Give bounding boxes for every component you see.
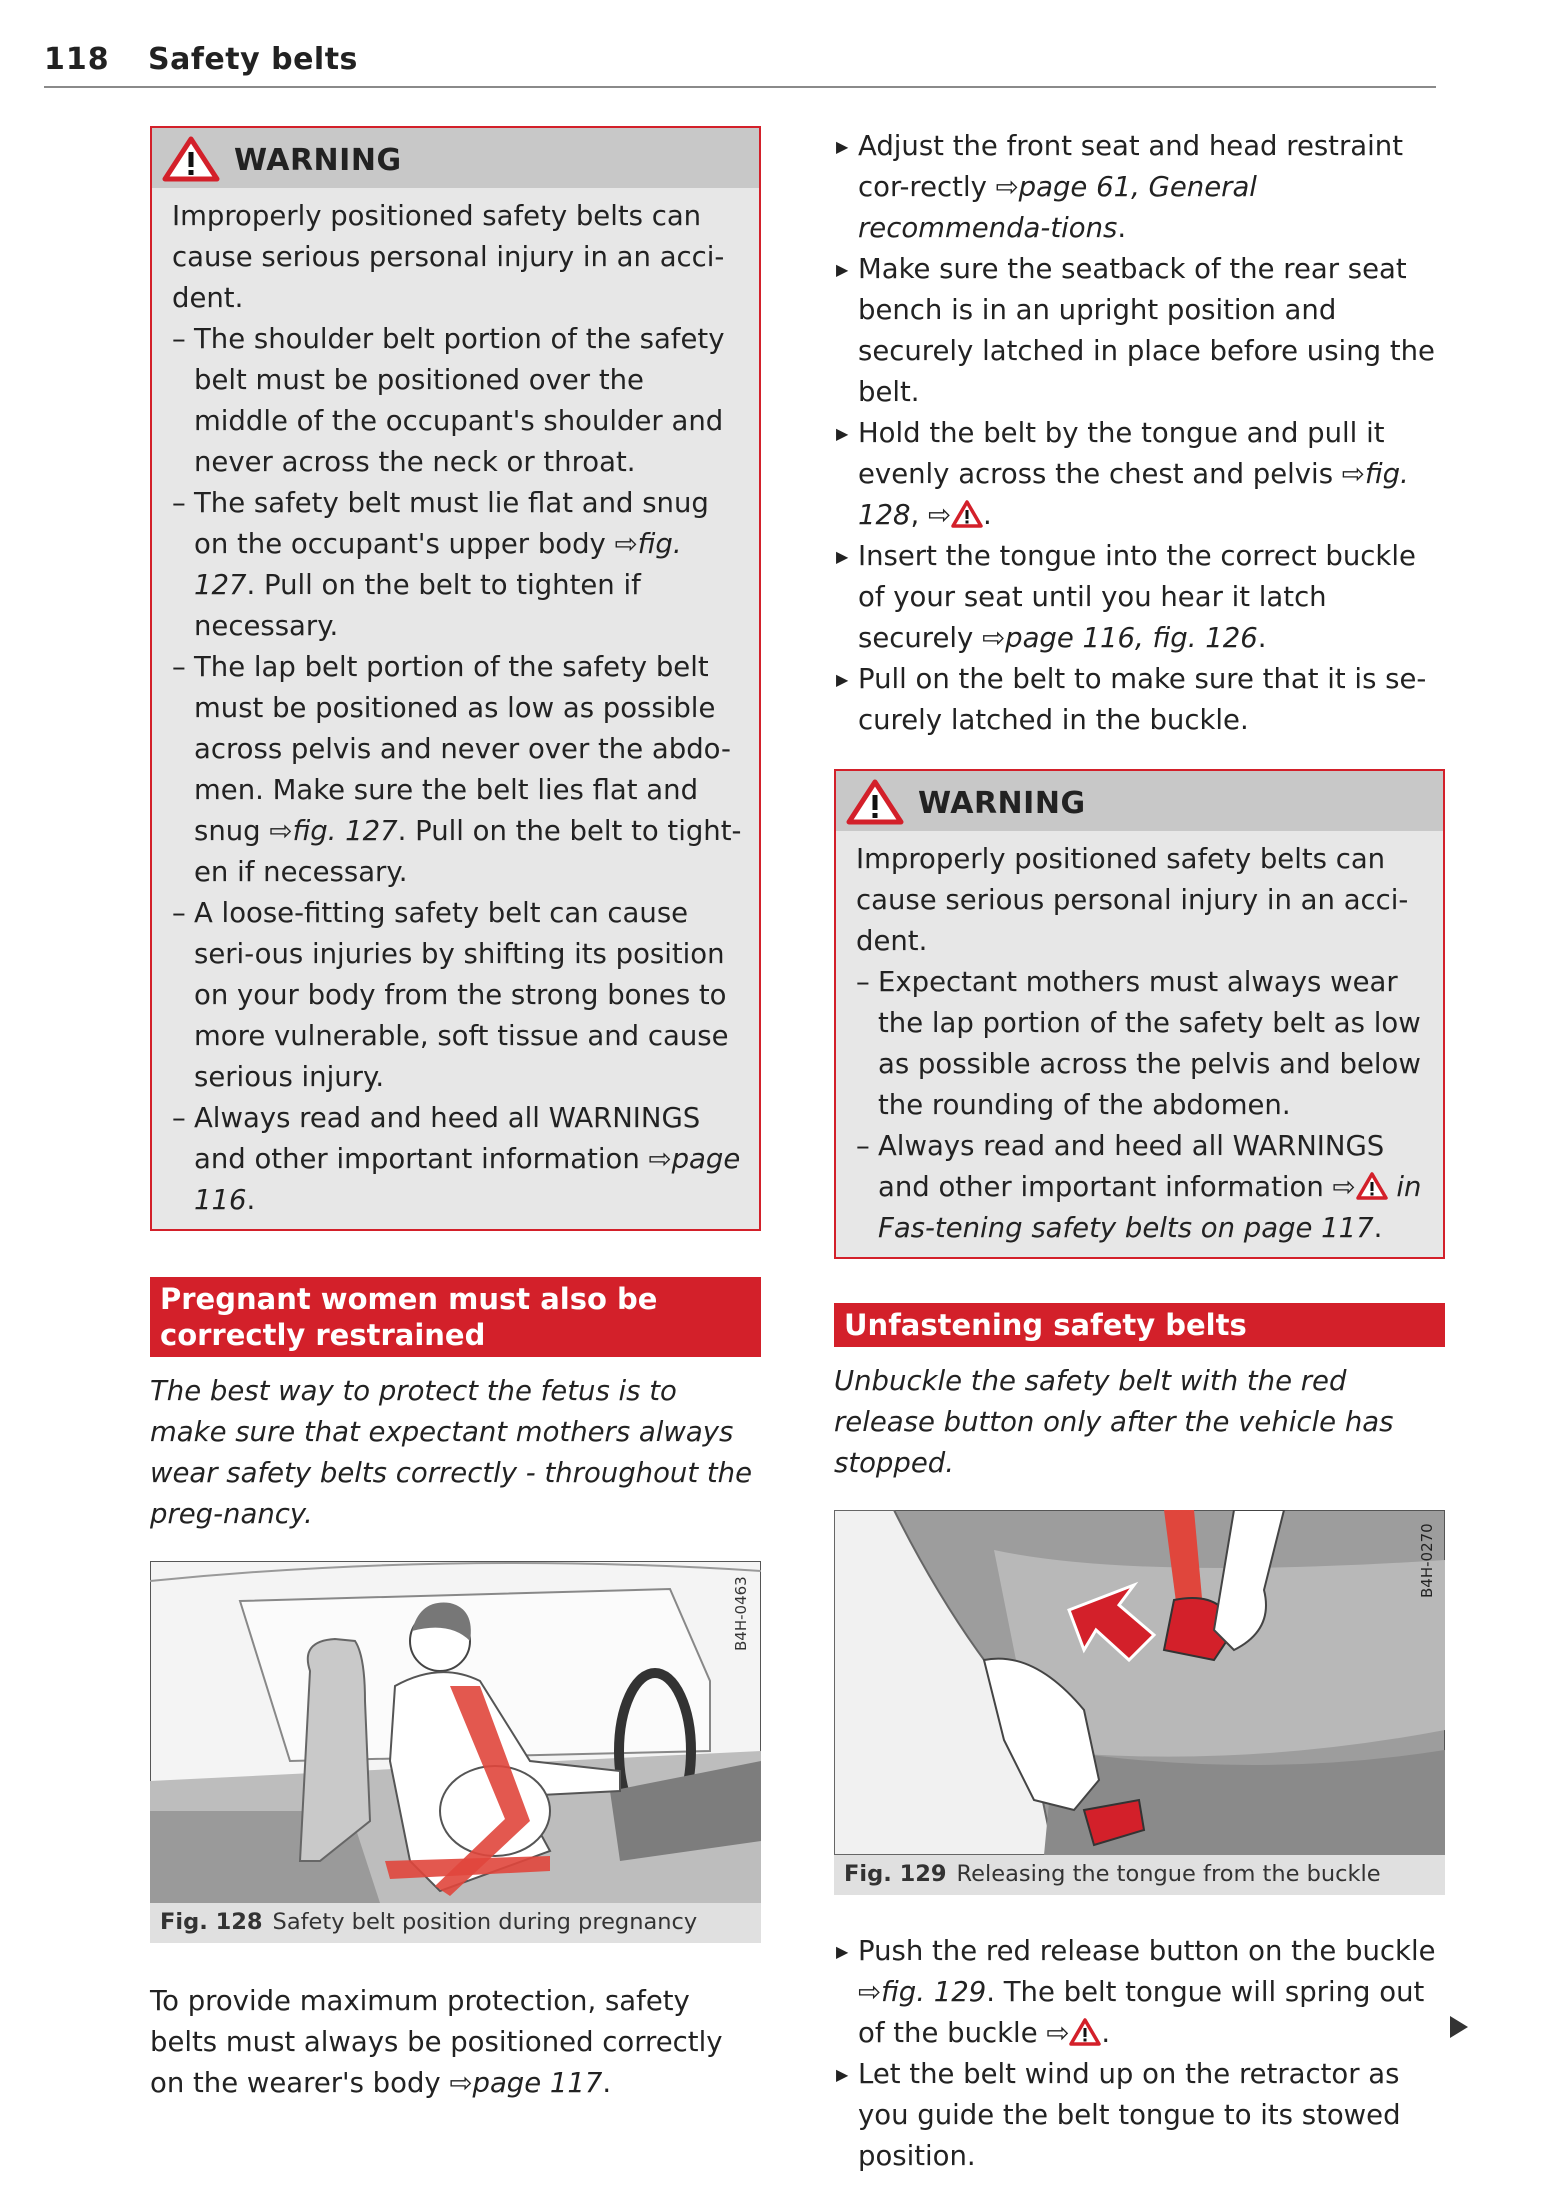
step-text: Hold the belt by the tongue and pull it evenly across the chest and pelvis [858,417,1385,490]
cross-reference[interactable]: fig. 127 [194,528,682,601]
step-item [834,126,1445,249]
figure-caption-text: Safety belt position during pregnancy [272,1909,698,1935]
warning-triangle-icon[interactable] [1356,1172,1388,1200]
warning-box [150,126,761,1231]
section-heading-unfastening: Unfastening safety belts [834,1303,1445,1347]
warning-title: WARNING [234,143,402,178]
body-text: To provide maximum protection, safety belts must always be positioned correctly on the wearer's body [150,1985,723,2099]
warning-header [836,771,1443,831]
ref-arrow: ⇨ [1332,1171,1356,1203]
step-text: . The belt tongue will spring out of the buckle ⇨ [858,1976,1425,2049]
steps-list-top [834,126,1445,741]
warning-item-text: Always read and heed all WARNINGS and other important information [878,1130,1385,1203]
warning-list [172,319,745,1221]
warning-body [152,188,759,1229]
page-title: Safety belts [148,42,358,77]
ref-arrow: ⇨ [449,2067,473,2099]
body-paragraph [150,1981,761,2104]
ref-arrow: ⇨ [982,622,1006,654]
warning-body [836,831,1443,1257]
warning-item: – The shoulder belt portion of the safety belt must be positioned over the middle of the occupant's shoulder and never across the neck or throat. [172,319,745,483]
step-text: Let the belt wind up on the retractor as you guide the belt tongue to its stowed position. [858,2058,1401,2172]
figure-128 [150,1561,761,1943]
cross-reference[interactable]: in Fas-tening safety belts on page 117 [878,1171,1422,1244]
warning-triangle-icon[interactable] [951,500,983,528]
step-item [834,2054,1445,2177]
step-text: Insert the tongue into the correct buckle of your seat until you hear it latch securely [858,540,1416,654]
left-column [150,126,761,2104]
figure-number: Fig. 128 [160,1909,263,1935]
step-text: Make sure the seatback of the rear seat bench is in an upright position and securely latched in place before using the belt. [858,253,1435,408]
warning-box [834,769,1445,1259]
warning-intro: Improperly positioned safety belts can cause serious personal injury in an acci-dent. [856,843,1409,957]
step-text: , ⇨ [910,499,952,531]
section-heading-pregnant: Pregnant women must also be correctly restrained [150,1277,761,1357]
step-text: Push the red release button on the buckle [858,1935,1436,1967]
ref-arrow: ⇨ [995,171,1019,203]
step-text: . [1117,212,1127,244]
warning-triangle-icon [162,136,220,182]
warning-item-text: . [246,1184,256,1216]
step-item [834,536,1445,659]
cross-reference[interactable]: fig. 127 [292,815,398,847]
cross-reference[interactable]: page 116 [194,1143,741,1216]
warning-list [856,962,1429,1249]
figure-code: B4H-0463 [732,1576,750,1651]
warning-item-text: . [1373,1212,1383,1244]
step-text: Pull on the belt to make sure that it is se-curely latched in the buckle. [858,663,1427,736]
body-text: . [602,2067,612,2099]
step-text: Adjust the front seat and head restraint cor-rectly [858,130,1403,203]
figure-code: B4H-0270 [1418,1523,1436,1598]
warning-triangle-icon[interactable] [1069,2018,1101,2046]
warning-item [172,1098,745,1221]
step-item: ▶ Hold the belt by the tongue and pull it evenly across the chest and pelvis ⇨fig. 128, ⇨ . [834,413,1445,536]
ref-arrow: ⇨ [269,815,293,847]
cross-reference[interactable]: page 117 [472,2067,603,2099]
step-item [834,249,1445,413]
ref-arrow: ⇨ [614,528,638,560]
warning-header [152,128,759,188]
warning-item-text: Always read and heed all WARNINGS and other important information [194,1102,701,1175]
step-item: ▶ Push the red release button on the buckle ⇨fig. 129. The belt tongue will spring out of the buckle ⇨ . [834,1931,1445,2054]
page-number: 118 [44,42,110,77]
pregnancy-belt-illustration [150,1561,761,1903]
figure-caption [150,1903,761,1943]
warning-item: – Expectant mothers must always wear the lap portion of the safety belt as low as possible across the pelvis and below the rounding of the abdomen. [856,962,1429,1126]
warning-item: – A loose-fitting safety belt can cause seri-ous injuries by shifting its position on your body from the strong bones to more vulnerable, soft tissue and cause serious injury. [172,893,745,1098]
figure-caption-text: Releasing the tongue from the buckle [956,1861,1381,1887]
cross-reference[interactable]: fig. 129 [881,1976,987,2008]
step-item [834,659,1445,741]
cross-reference[interactable]: page 61, General recommenda-tions [858,171,1257,244]
warning-intro: Improperly positioned safety belts can cause serious personal injury in an acci-dent. [172,200,725,314]
warning-item-text: . Pull on the belt to tighten if necessary. [194,569,641,642]
warning-triangle-icon [846,779,904,825]
cross-reference[interactable]: fig. 128 [858,458,1409,531]
warning-item [856,1126,1429,1249]
warning-item-text: . Pull on the belt to tight-en if necessary. [194,815,742,888]
figure-caption [834,1855,1445,1895]
continue-arrow-icon [1450,2016,1468,2038]
figure-129 [834,1510,1445,1895]
warning-title: WARNING [918,786,1086,821]
ref-arrow: ⇨ [648,1143,672,1175]
cross-reference[interactable]: page 116, fig. 126 [1005,622,1258,654]
buckle-release-illustration [834,1510,1445,1855]
ref-arrow: ⇨ [858,1976,882,2008]
section-intro: Unbuckle the safety belt with the red release button only after the vehicle has stopped. [834,1365,1394,1479]
steps-list-bottom [834,1931,1445,2177]
warning-item [172,647,745,893]
warning-item [172,483,745,647]
page-header [44,38,1436,88]
right-column [834,126,1445,2177]
ref-arrow: ⇨ [1341,458,1365,490]
step-text: . [1257,622,1267,654]
warning-item-text: The lap belt portion of the safety belt must be positioned as low as possible across pelvis and never over the abdo-men. Make sure the belt lies flat and snug [194,651,731,847]
section-intro: The best way to protect the fetus is to make sure that expectant mothers always wear safety belts correctly - throughout the preg-nancy. [150,1375,753,1530]
figure-number: Fig. 129 [844,1861,947,1887]
warning-item-text: The safety belt must lie flat and snug on the occupant's upper body [194,487,709,560]
